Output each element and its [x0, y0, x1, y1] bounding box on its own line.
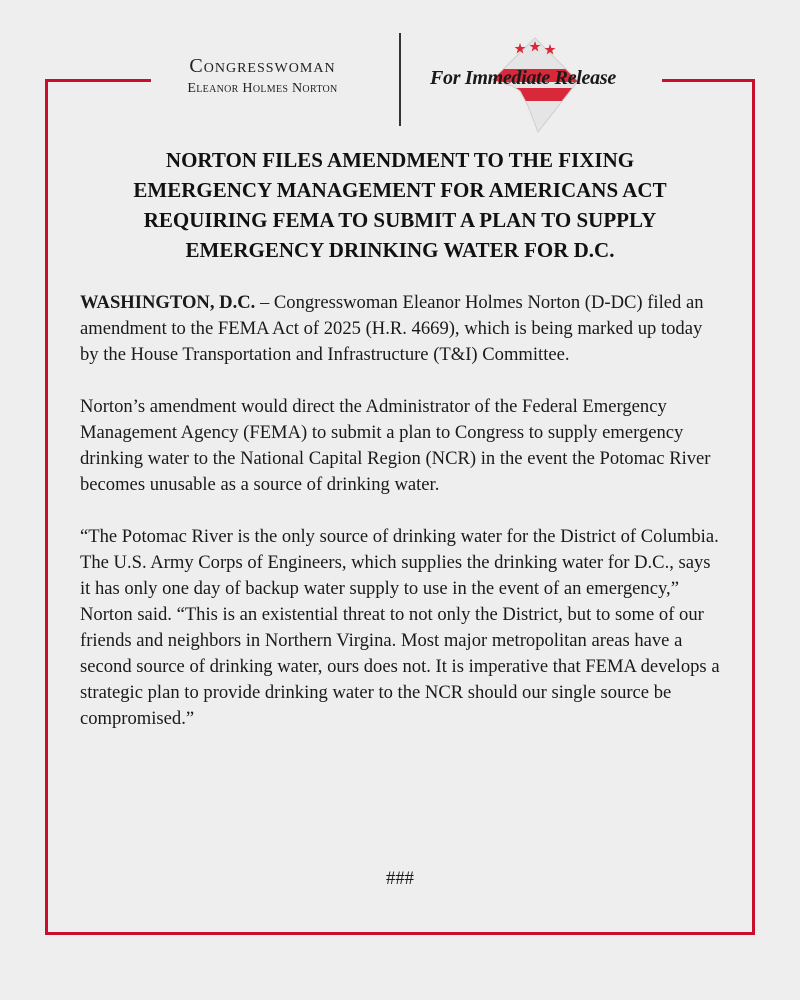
- office-name: Eleanor Holmes Norton: [187, 81, 338, 96]
- paragraph-1-text: – Congresswoman Eleanor Holmes Norton (D-DC) filed an amendment to the FEMA Act of 2025 (H.R. 4669), which is being marked up today by the House Transportation and Infrastructure (T&I) Committee.: [80, 292, 704, 365]
- frame-left-border: [45, 79, 48, 934]
- press-release-body: [80, 290, 725, 758]
- body-paragraph-3: “The Potomac River is the only source of drinking water for the District of Columbia. The U.S. Army Corps of Engineers, which supplies the drinking water for D.C., says it has only one day of backup water supply to use in the event of an emergency,” Norton said. “This is an existential threat to not only the District, but to some of our friends and neighbors in Northern Virgina. Most major metropolitan areas have a second source of drinking water, ours does not. It is imperative that FEMA develops a strategic plan to provide drinking water to the NCR should our single source be compromised.”: [80, 526, 720, 729]
- press-release-headline: NORTON FILES AMENDMENT TO THE FIXING EMERGENCY MANAGEMENT FOR AMERICANS ACT REQUIRING FEMA TO SUBMIT A PLAN TO SUPPLY EMERGENCY DRINKING WATER FOR D.C.: [133, 148, 667, 262]
- frame-top-left-border: [45, 79, 151, 82]
- header-divider: [399, 33, 401, 126]
- body-paragraph-2: Norton’s amendment would direct the Administrator of the Federal Emergency Management Agency (FEMA) to submit a plan to Congress to supply emergency drinking water to the National Capital Region (NCR) in the event the Potomac River becomes unusable as a source of drinking water.: [80, 396, 711, 495]
- office-title: Congresswoman: [189, 55, 336, 77]
- body-paragraph-1: [80, 290, 725, 368]
- frame-top-right-border: [662, 79, 755, 82]
- end-mark: ###: [386, 868, 414, 889]
- frame-right-border: [752, 79, 755, 934]
- frame-bottom-border: [45, 932, 755, 935]
- release-label: For Immediate Release: [430, 67, 616, 89]
- dateline: WASHINGTON, D.C.: [80, 292, 256, 313]
- office-logo: [160, 54, 365, 98]
